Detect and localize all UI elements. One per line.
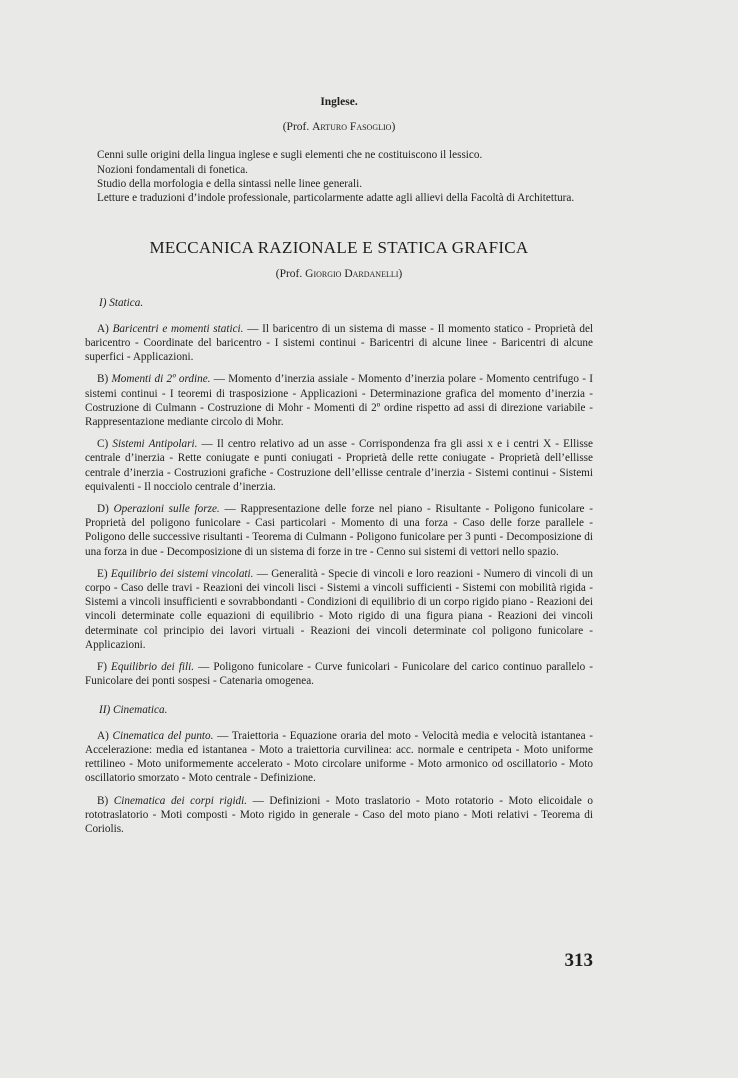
program-item bbox=[85, 567, 593, 652]
program-item bbox=[85, 322, 593, 365]
meccanica-prof-prefix: (Prof. bbox=[275, 268, 306, 281]
item-text: — Il centro relativo ad un asse - Corrispondenza fra gli assi x e i centri X - Ellisse centrale d’inerzia - Rette coniugate e punti coniugati - Proprietà delle rette coniugate - Proprietà dell’ellisse centrale d’inerzia - Costruzioni grafiche - Costruzione dell’ellisse centrale d’inerzia - Sistemi continui - Sistemi equivalenti - Il nocciolo centrale d’inerzia. bbox=[85, 438, 594, 493]
item-label: E) bbox=[97, 567, 108, 580]
meccanica-prof-name: Giorgio Dardanelli bbox=[305, 268, 399, 281]
course-title: MECCANICA RAZIONALE E STATICA GRAFICA bbox=[149, 238, 529, 258]
item-text: — Momento d’inerzia assiale - Momento d’inerzia polare - Momento centrifugo - I sistemi continui - I teoremi di trasposizione - Applicazioni - Determinazione grafica del momento d’inerzia - Costruzione di Culmann - Costruzione di Mohr - Momenti di 2º ordine rispetto ad assi di direzione variabile - Rappresentazione mediante circolo di Mohr. bbox=[85, 373, 594, 429]
item-text: — Rappresentazione delle forze nel piano - Risultante - Poligono funicolare - Proprietà del poligono funicolare - Casi particolari - Momento di una forza - Caso delle forze parallele - Poligono delle successive risultanti - Teorema di Culmann - Poligono funicolare per 3 punti - Decomposizione di una forza in due - Decomposizione di un sistema di forze in tre - Cenno sui sistemi di vettori nello spazio. bbox=[85, 503, 594, 558]
inglese-prof-prefix: (Prof. bbox=[282, 121, 313, 134]
item-label: A) bbox=[97, 729, 109, 742]
item-text: — Generalità - Specie di vincoli e loro reazioni - Numero di vincoli di un corpo - Caso delle travi - Reazioni dei vincoli lisci - Sistemi a vincoli sufficienti - Sistemi con mobilità rigida - Sistemi a vincoli insufficienti e sovrabbondanti - Condizioni di equilibrio di un corpo rigido piano - Reazioni dei vincoli determinate colle equazioni di equilibrio - Moto rigido di una figura piana - Reazioni dei vincoli determinate col principio dei lavori virtuali - Reazioni dei vincoli determinate col poligono funicolare - Applicazioni. bbox=[85, 567, 594, 651]
item-title: Equilibrio dei sistemi vincolati. bbox=[110, 567, 254, 580]
section-heading-cinematica bbox=[99, 703, 593, 717]
item-text: — Definizioni - Moto traslatorio - Moto rotatorio - Moto elicoidale o rototraslatorio - Moti composti - Moto rigido in generale - Caso del moto piano - Moti relativi - Teorema di Coriolis. bbox=[85, 794, 594, 835]
program-item bbox=[85, 794, 593, 837]
inglese-line: Nozioni fondamentali di fonetica. bbox=[97, 163, 248, 176]
item-title: Baricentri e momenti statici. bbox=[112, 322, 244, 335]
section-number: II) bbox=[99, 703, 111, 716]
item-title: Equilibrio dei fili. bbox=[111, 661, 195, 674]
program-item bbox=[85, 372, 593, 429]
item-text: — Il baricentro di un sistema di masse - Il momento statico - Proprietà del baricentro - Coordinate del baricentro - I sistemi continui - Baricentri di alcune linee - Baricentri di alcune superfici - Applicazioni. bbox=[85, 322, 594, 364]
item-text: — Poligono funicolare - Curve funicolari - Funicolare del carico continuo parallelo - Funicolare dei ponti sospesi - Catenaria omogenea. bbox=[85, 661, 593, 688]
section-heading-statica bbox=[99, 296, 593, 310]
inglese-line: Letture e traduzioni d’indole professionale, particolarmente adatte agli allievi della Facoltà di Architettura. bbox=[97, 192, 575, 205]
item-label: B) bbox=[97, 794, 109, 807]
inglese-prof-name: Arturo Fasoglio bbox=[312, 121, 392, 134]
section-title: Cinematica. bbox=[112, 703, 168, 716]
program-item bbox=[85, 729, 593, 786]
meccanica-professor bbox=[85, 267, 593, 281]
inglese-line: Cenni sulle origini della lingua inglese e sugli elementi che ne costituiscono il lessico. bbox=[97, 149, 483, 162]
section-title: Statica. bbox=[109, 296, 144, 309]
item-label: C) bbox=[97, 438, 109, 451]
item-title: Cinematica dei corpi rigidi. bbox=[113, 794, 248, 807]
inglese-prof-suffix: ) bbox=[391, 121, 396, 134]
item-title: Cinematica del punto. bbox=[112, 729, 214, 742]
inglese-heading: Inglese. bbox=[320, 96, 358, 108]
program-item bbox=[85, 437, 593, 494]
page-content bbox=[85, 95, 593, 844]
inglese-program bbox=[85, 148, 593, 205]
item-label: A) bbox=[97, 322, 109, 335]
item-text: — Traiettoria - Equazione oraria del moto - Velocità media e velocità istantanea - Accelerazione: media ed istantanea - Moto a traiettoria curvilinea: acc. normale e centripeta - Moto uniforme rettilineo - Moto uniformemente accelerato - Moto circolare uniforme - Moto armonico od oscillatorio - Moto oscillatorio smorzato - Moto centrale - Definizione. bbox=[85, 729, 594, 785]
program-item bbox=[85, 660, 593, 688]
item-label: B) bbox=[97, 373, 109, 386]
item-title: Operazioni sulle forze. bbox=[113, 503, 220, 516]
meccanica-prof-suffix: ) bbox=[398, 268, 403, 281]
item-title: Momenti di 2º ordine. bbox=[111, 373, 211, 386]
page-number: 313 bbox=[564, 950, 593, 971]
item-label: F) bbox=[97, 661, 107, 674]
inglese-line: Studio della morfologia e della sintassi nelle linee generali. bbox=[97, 177, 363, 190]
item-title: Sistemi Antipolari. bbox=[112, 438, 198, 451]
program-item bbox=[85, 502, 593, 559]
section-number: I) bbox=[99, 296, 107, 309]
item-label: D) bbox=[97, 503, 109, 516]
inglese-professor bbox=[85, 120, 593, 134]
